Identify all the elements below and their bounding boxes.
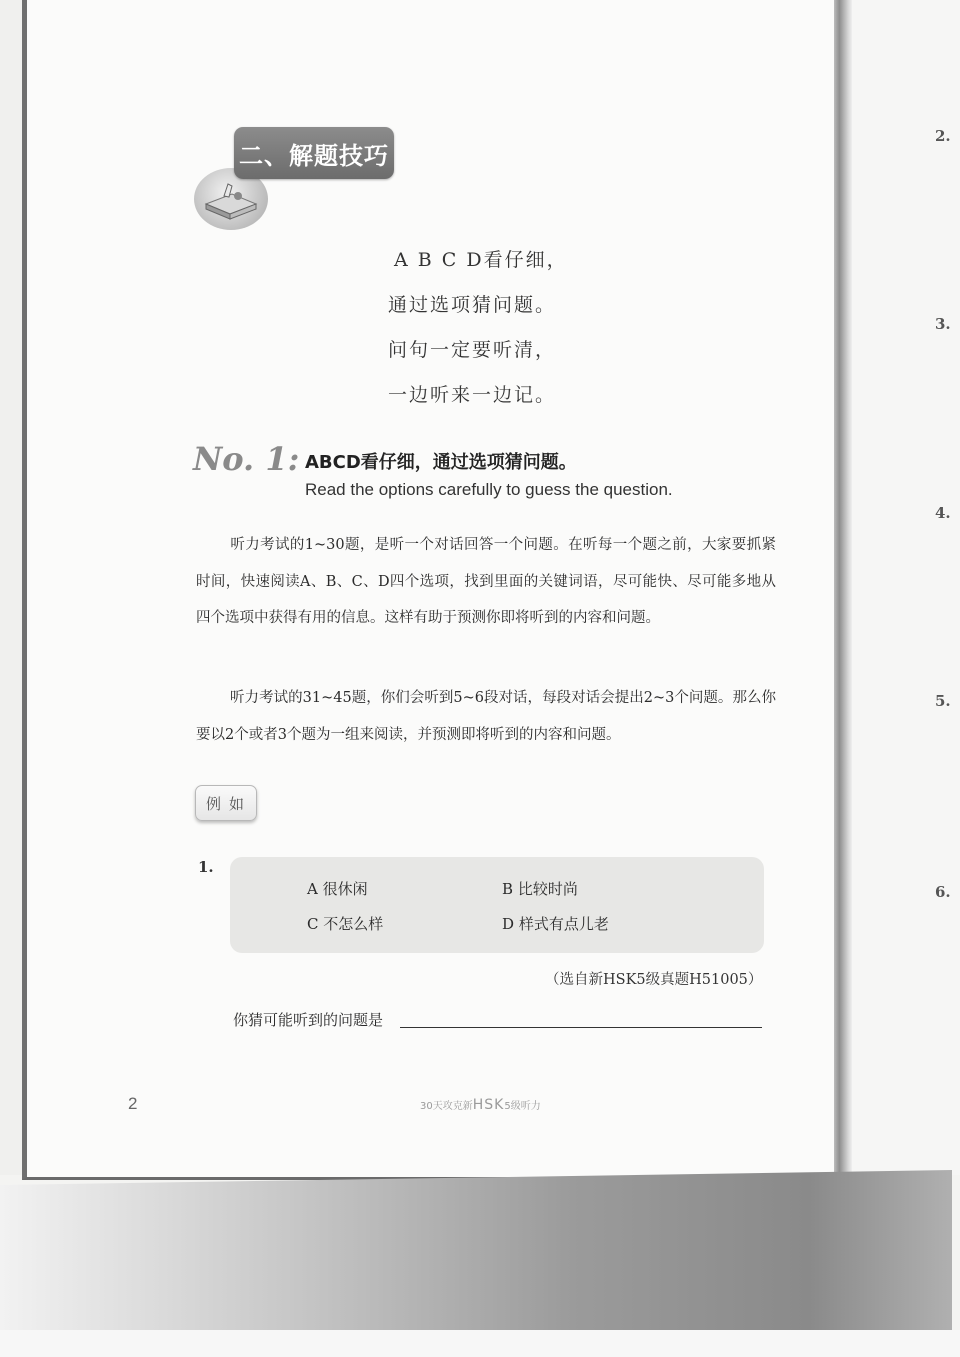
page-number: 2	[128, 1094, 138, 1113]
scan-margin	[0, 1330, 960, 1357]
paragraph-text: 听力考试的1~30题，是听一个对话回答一个问题。在听每一个题之前，大家要抓紧时间，快速阅读A、B、C、D四个选项，找到里面的关键词语，尽可能快、尽可能多地从四个选项中获得有用的信息。这样有助于预测你即将听到的内容和问题。	[196, 537, 776, 626]
scan-shadow	[0, 1170, 952, 1357]
option-c: C 不怎么样	[307, 915, 384, 933]
option-d: D 样式有点儿老	[502, 915, 609, 933]
facing-page-question-number: 6.	[935, 883, 951, 901]
book-title-footer: 30天攻克新HSK5级听力	[420, 1097, 541, 1113]
facing-page-question-number: 3.	[935, 315, 951, 333]
tip-title-english: Read the options carefully to guess the question.	[305, 480, 673, 499]
section-title: 二、解题技巧	[234, 127, 394, 179]
body-paragraph	[196, 527, 776, 637]
book-spine-shadow	[834, 0, 852, 1175]
mnemonic-poem	[388, 238, 568, 418]
facing-page-question-number: 5.	[935, 692, 951, 710]
body-paragraph	[196, 680, 776, 753]
question-number: 1.	[198, 858, 214, 876]
source-citation: （选自新HSK5级真题H51005）	[545, 972, 763, 988]
example-label: 例如	[195, 785, 257, 821]
poem-line: 一边听来一边记。	[388, 384, 557, 406]
poem-line: 通过选项猜问题。	[388, 294, 557, 316]
answer-blank-line[interactable]	[400, 1027, 762, 1028]
tip-title-chinese: ABCD看仔细，通过选项猜问题。	[305, 452, 577, 473]
poem-line: 问句一定要听清，	[388, 339, 557, 361]
option-b: B 比较时尚	[502, 880, 578, 898]
facing-page	[852, 0, 960, 1175]
options-box	[230, 857, 764, 953]
facing-page-question-number: 4.	[935, 504, 951, 522]
guess-prompt: 你猜可能听到的问题是	[233, 1011, 384, 1029]
paragraph-text: 听力考试的31~45题，你们会听到5~6段对话，每段对话会提出2~3个问题。那么你要以2个或者3个题为一组来阅读，并预测即将听到的内容和问题。	[196, 690, 776, 743]
option-a: A 很休闲	[307, 880, 368, 898]
poem-line: A B C D看仔细，	[394, 249, 568, 271]
facing-page-question-number: 2.	[935, 127, 951, 145]
tip-number: No. 1:	[193, 440, 300, 478]
